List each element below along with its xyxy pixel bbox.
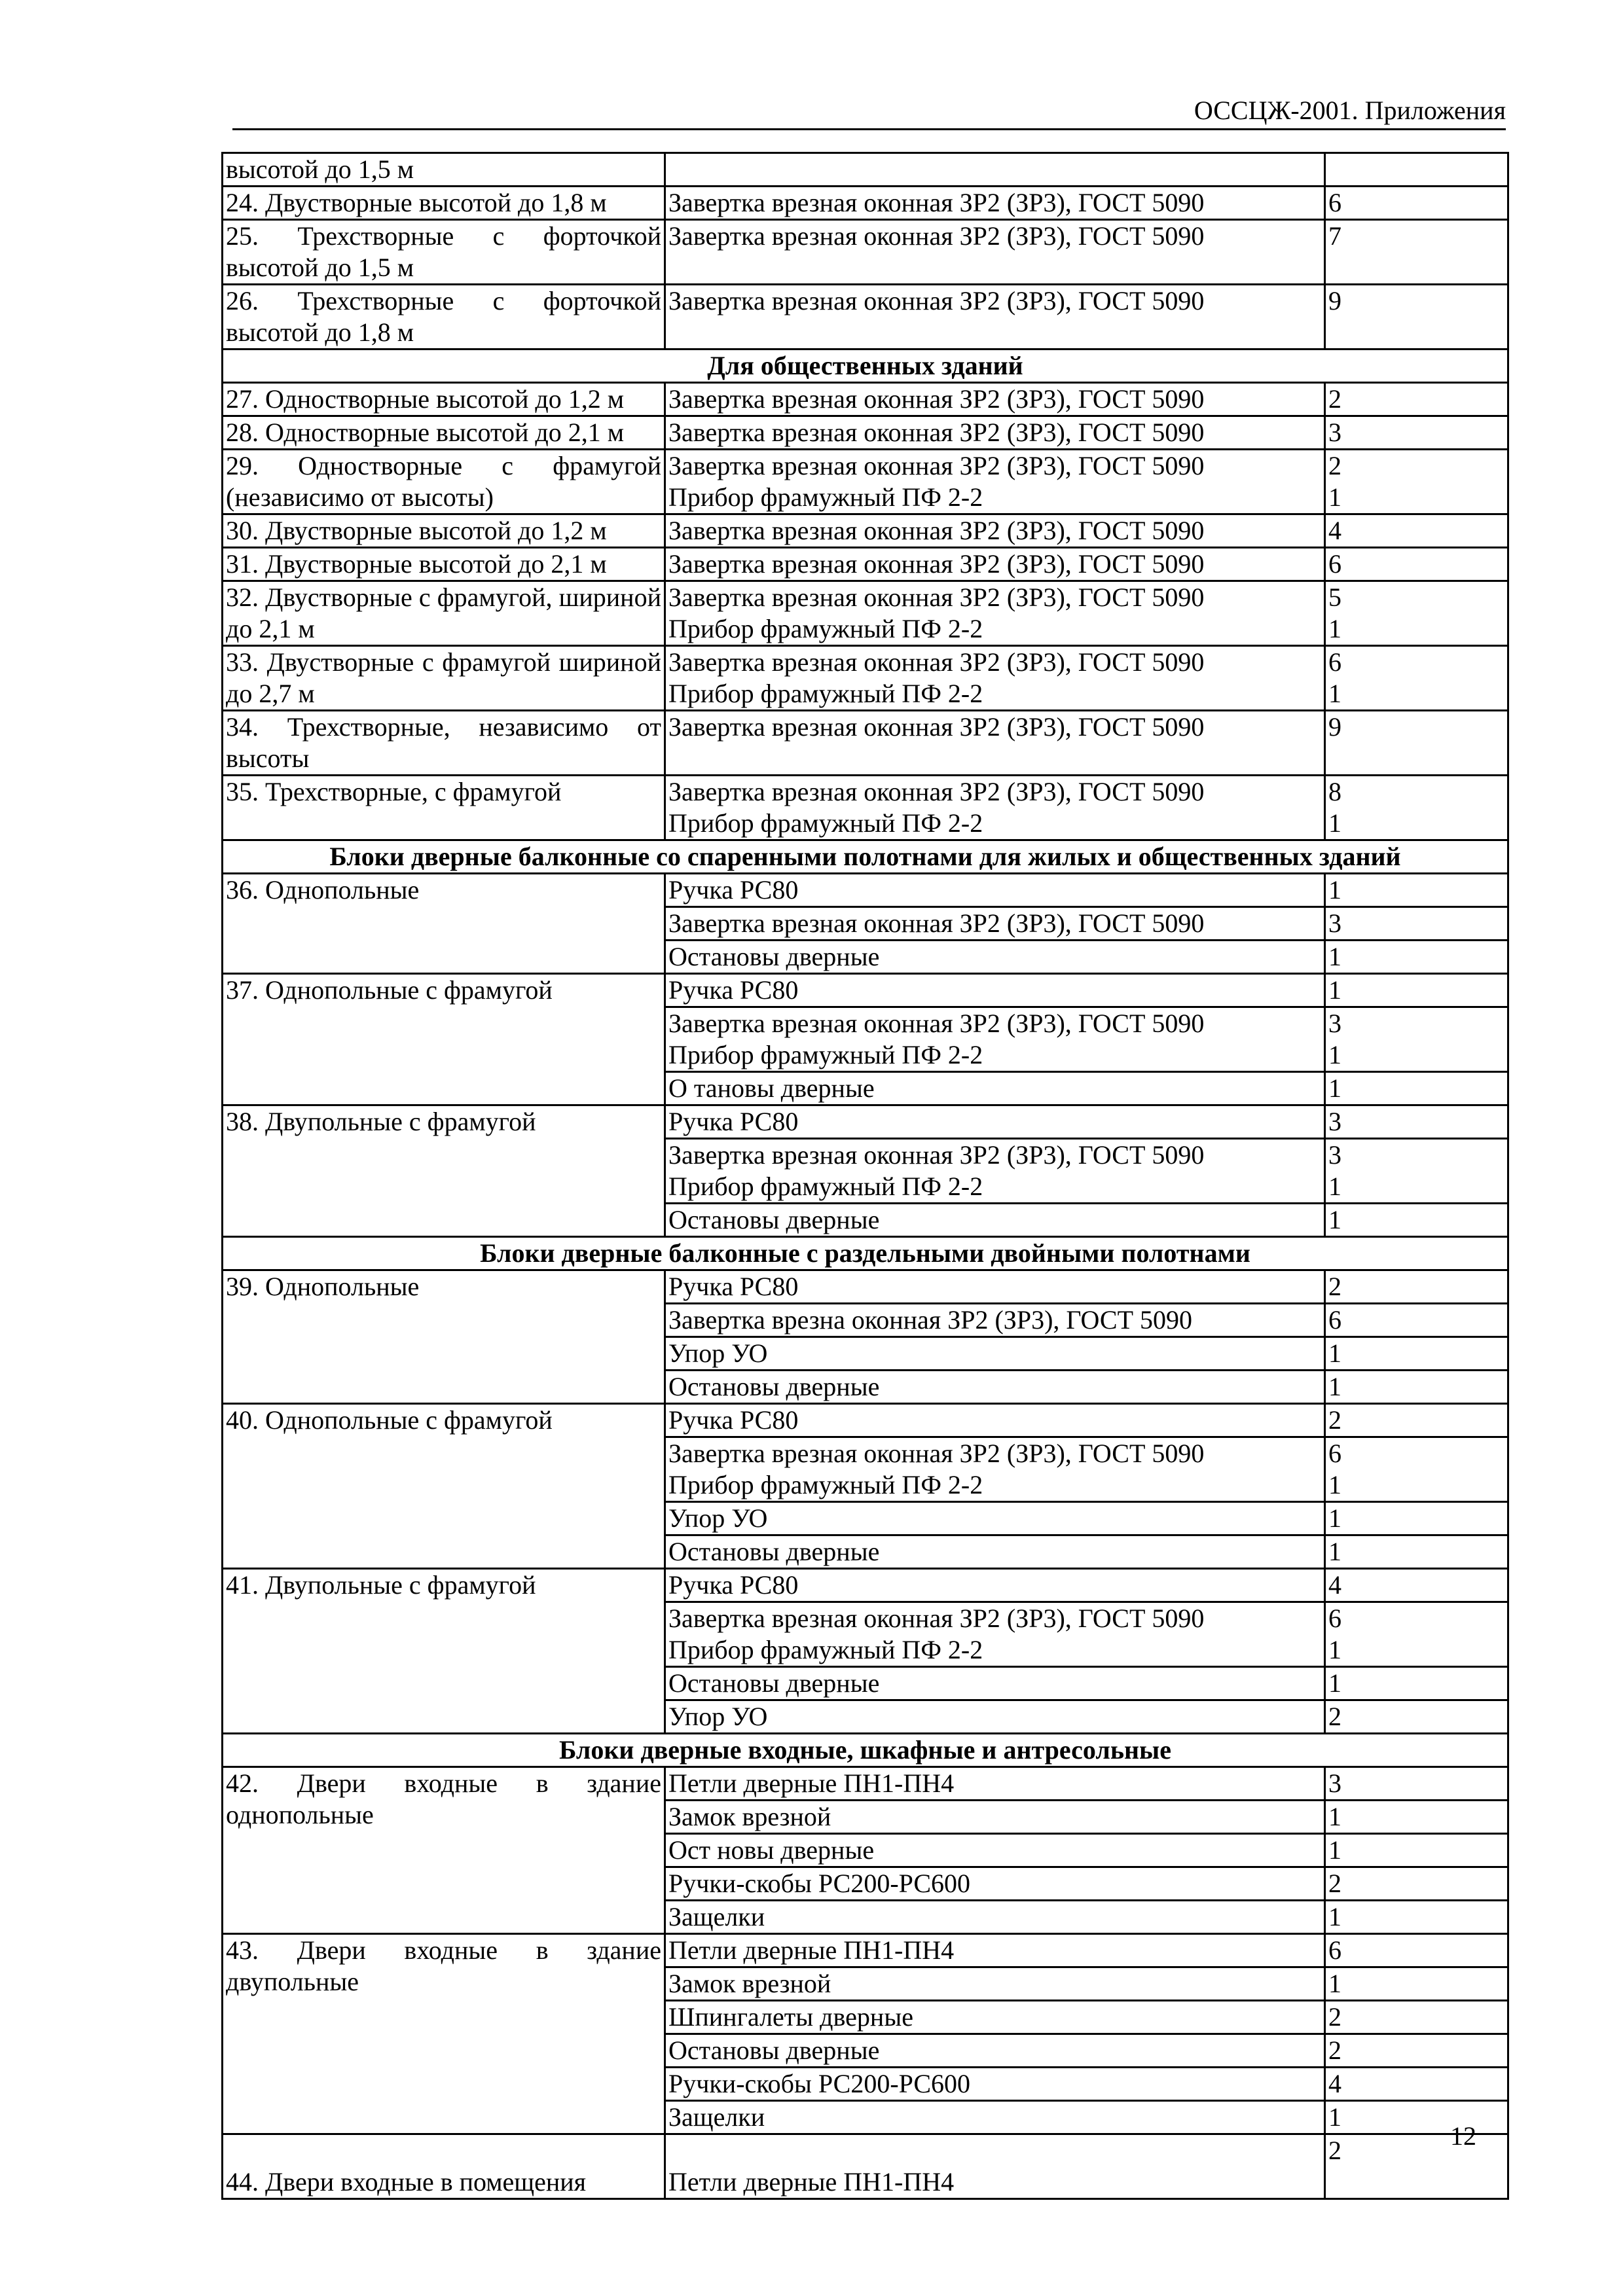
quantity-cell-line: 1 [1328,1372,1341,1401]
quantity-cell [1325,1139,1508,1204]
hardware-cell [665,383,1325,416]
hardware-cell [665,974,1325,1007]
hardware-cell [665,220,1325,285]
quantity-cell-line: 1 [1328,875,1341,905]
quantity-cell-line: 1 [1328,1802,1341,1831]
quantity-cell [1325,581,1508,646]
quantity-cell-line: 2 [1328,451,1341,480]
quantity-cell [1325,2068,1508,2101]
construction-name-cell: 27. Одностворные высотой до 1,2 м [223,383,665,416]
construction-name-cell: 30. Двустворные высотой до 1,2 м [223,514,665,548]
hardware-cell-line: Завертка врезная оконная ЗР2 (ЗР3), ГОСТ 5090 [668,384,1205,414]
quantity-cell [1325,1700,1508,1734]
section-row [223,1237,1508,1270]
hardware-cell-line: Завертка врезная оконная ЗР2 (ЗР3), ГОСТ 5090 [668,188,1205,217]
quantity-cell [1325,1072,1508,1105]
hardware-cell-line: Остановы дверные [668,1205,880,1234]
hardware-cell-line: Замок врезной [668,1969,831,1998]
hardware-cell-line: Завертка врезная оконная ЗР2 (ЗР3), ГОСТ 5090 [668,712,1205,742]
hardware-cell-line: Прибор фрамужный ПФ 2-2 [668,1172,983,1201]
hardware-cell [665,285,1325,350]
table-row [223,776,1508,840]
hardware-cell-line: Упор УО [668,1702,768,1731]
quantity-cell [1325,1767,1508,1801]
section-row [223,840,1508,874]
hardware-cell-line: Ручка РС80 [668,1272,799,1301]
hardware-cell-line: Завертка врезная оконная ЗР2 (ЗР3), ГОСТ 5090 [668,647,1205,677]
hardware-cell [665,1304,1325,1337]
hardware-cell-line: О тановы дверные [668,1073,875,1103]
quantity-cell [1325,285,1508,350]
quantity-cell [1325,153,1508,187]
hardware-cell-line: Завертка врезная оконная ЗР2 (ЗР3), ГОСТ 5090 [668,777,1205,806]
hardware-cell [665,153,1325,187]
hardware-cell [665,450,1325,514]
quantity-cell-line: 6 [1328,1439,1341,1468]
quantity-cell-line: 3 [1328,908,1341,938]
hardware-cell [665,1569,1325,1602]
quantity-cell [1325,416,1508,450]
hardware-cell [665,1834,1325,1867]
hardware-cell [665,1404,1325,1437]
quantity-cell-line: 4 [1328,516,1341,545]
quantity-cell-line: 6 [1328,647,1341,677]
construction-name-cell: 37. Однопольные с фрамугой [223,974,665,1105]
hardware-cell-line: Завертка врезная оконная ЗР2 (ЗР3), ГОСТ 5090 [668,1140,1205,1170]
hardware-cell-line: Завертка врезная оконная ЗР2 (ЗР3), ГОСТ 5090 [668,418,1205,447]
quantity-cell [1325,711,1508,776]
construction-name-cell: 34. Трехстворные, независимо от высоты [223,711,665,776]
quantity-cell-line: 6 [1328,1935,1341,1965]
hardware-cell-line: Завертка врезная оконная ЗР2 (ЗР3), ГОСТ 5090 [668,1439,1205,1468]
construction-name: 44. Двери входные в помещения [226,2167,587,2197]
quantity-cell-line: 1 [1328,1470,1341,1499]
quantity-cell [1325,1304,1508,1337]
quantity-cell-line: 1 [1328,482,1341,512]
table-row [223,974,1508,1007]
page-header-title: ОССЦЖ-2001. Приложения [1194,96,1506,125]
hardware-cell [665,1700,1325,1734]
hardware-cell [665,1867,1325,1901]
table-row [223,2134,1508,2199]
hardware-cell [665,941,1325,974]
construction-name-cell: 39. Однопольные [223,1270,665,1404]
quantity-cell-line: 1 [1328,1537,1341,1566]
hardware-cell [665,548,1325,581]
hardware-cell-line: Ручка РС80 [668,1107,799,1136]
page-number: 12 [1450,2121,1476,2151]
quantity-cell [1325,1337,1508,1371]
hardware-cell [665,2101,1325,2134]
hardware-cell [665,1270,1325,1304]
hardware-cell [665,1371,1325,1404]
quantity-cell [1325,776,1508,840]
hardware-cell [665,1535,1325,1569]
hardware-cell [665,874,1325,907]
hardware-cell [665,581,1325,646]
hardware-cell-line: Завертка врезная оконная ЗР2 (ЗР3), ГОСТ 5090 [668,1009,1205,1038]
hardware-cell-line: Прибор фрамужный ПФ 2-2 [668,679,983,708]
hardware-cell [665,2034,1325,2068]
quantity-cell-line: 3 [1328,1140,1341,1170]
quantity-cell-line: 5 [1328,583,1341,612]
hardware-spec-table [221,152,1509,2200]
quantity-cell-line: 2 [1328,384,1341,414]
quantity-cell [1325,1967,1508,2001]
construction-name-cell: 42. Двери входные в здание однопольные [223,1767,665,1934]
hardware-cell-line: Петли дверные ПН1-ПН4 [668,2167,955,2197]
quantity-cell [1325,1602,1508,1667]
quantity-cell-line: 2 [1328,2036,1341,2065]
construction-name-cell: 33. Двустворные с фрамугой шириной до 2,7 м [223,646,665,711]
quantity-cell [1325,941,1508,974]
quantity-cell-line: 1 [1328,1635,1341,1664]
hardware-cell [665,1204,1325,1237]
hardware-cell-line: Завертка врезная оконная ЗР2 (ЗР3), ГОСТ 5090 [668,221,1205,251]
hardware-cell-line: Ручки-скобы РС200-РС600 [668,2069,971,2098]
table-row [223,514,1508,548]
quantity-cell [1325,1934,1508,1967]
hardware-cell-line: Ручка РС80 [668,1405,799,1435]
quantity-cell [1325,514,1508,548]
quantity-cell-line: 2 [1328,2136,1341,2165]
hardware-cell [665,2001,1325,2034]
hardware-cell [665,1105,1325,1139]
quantity-cell [1325,2034,1508,2068]
table-row [223,285,1508,350]
quantity-cell [1325,974,1508,1007]
quantity-cell [1325,874,1508,907]
hardware-cell-line: Ручки-скобы РС200-РС600 [668,1869,971,1898]
quantity-cell [1325,548,1508,581]
hardware-cell [665,416,1325,450]
quantity-cell-line: 2 [1328,1702,1341,1731]
quantity-cell-line: 2 [1328,1405,1341,1435]
quantity-cell [1325,1105,1508,1139]
quantity-cell [1325,1535,1508,1569]
construction-name-cell [223,2134,665,2199]
quantity-cell [1325,1404,1508,1437]
table-row [223,383,1508,416]
quantity-cell-line: 8 [1328,777,1341,806]
quantity-cell [1325,646,1508,711]
quantity-cell [1325,1834,1508,1867]
hardware-cell [665,1667,1325,1700]
hardware-cell [665,1072,1325,1105]
quantity-cell [1325,1867,1508,1901]
hardware-cell-line: Прибор фрамужный ПФ 2-2 [668,614,983,643]
quantity-cell-line: 6 [1328,1305,1341,1335]
quantity-cell-line: 2 [1328,1869,1341,1898]
hardware-cell [665,1967,1325,2001]
table-row [223,416,1508,450]
quantity-cell [1325,1371,1508,1404]
construction-name-cell: 36. Однопольные [223,874,665,974]
table-row [223,1569,1508,1602]
quantity-cell [1325,1437,1508,1502]
table-row [223,874,1508,907]
hardware-cell [665,1007,1325,1072]
section-heading: Блоки дверные входные, шкафные и антресольные [223,1734,1508,1767]
hardware-cell [665,1901,1325,1934]
hardware-cell-line: Защелки [668,2102,765,2132]
hardware-cell-line: Завертка врезная оконная ЗР2 (ЗР3), ГОСТ 5090 [668,583,1205,612]
quantity-cell-line: 1 [1328,679,1341,708]
hardware-cell [665,2134,1325,2199]
page-header [232,97,1506,130]
quantity-cell-line: 3 [1328,1107,1341,1136]
quantity-cell [1325,1502,1508,1535]
hardware-cell [665,907,1325,941]
hardware-cell-line: Шпингалеты дверные [668,2002,913,2032]
quantity-cell [1325,383,1508,416]
hardware-cell [665,1437,1325,1502]
quantity-cell [1325,1204,1508,1237]
quantity-cell [1325,2134,1508,2199]
quantity-cell-line: 1 [1328,975,1341,1005]
quantity-cell-line: 9 [1328,712,1341,742]
quantity-cell-line: 4 [1328,2069,1341,2098]
quantity-cell-line: 1 [1328,1338,1341,1368]
hardware-cell-line: Ручка РС80 [668,975,799,1005]
hardware-cell-line: Завертка врезная оконная ЗР2 (ЗР3), ГОСТ 5090 [668,516,1205,545]
quantity-cell [1325,220,1508,285]
hardware-cell [665,514,1325,548]
table-row [223,1270,1508,1304]
quantity-cell-line: 1 [1328,614,1341,643]
hardware-cell-line: Остановы дверные [668,1372,880,1401]
quantity-cell-line: 2 [1328,1272,1341,1301]
hardware-cell-line: Петли дверные ПН1-ПН4 [668,1768,955,1798]
quantity-cell [1325,1901,1508,1934]
section-heading: Для общественных зданий [223,350,1508,383]
construction-name-cell: 32. Двустворные с фрамугой, шириной до 2,1 м [223,581,665,646]
section-heading: Блоки дверные балконные с раздельными двойными полотнами [223,1237,1508,1270]
construction-name-cell: 38. Двупольные с фрамугой [223,1105,665,1237]
table-row [223,1767,1508,1801]
table-row [223,187,1508,220]
quantity-cell [1325,187,1508,220]
construction-name-cell: 29. Одностворные с фрамугой (независимо от высоты) [223,450,665,514]
quantity-cell-line: 1 [1328,1969,1341,1998]
construction-name-cell: 43. Двери входные в здание двупольные [223,1934,665,2134]
quantity-cell [1325,907,1508,941]
hardware-cell-line: Остановы дверные [668,1537,880,1566]
hardware-cell [665,776,1325,840]
hardware-cell-line: Петли дверные ПН1-ПН4 [668,1935,955,1965]
construction-name-cell: 40. Однопольные с фрамугой [223,1404,665,1569]
hardware-cell-line: Замок врезной [668,1802,831,1831]
hardware-cell-line: Завертка врезная оконная ЗР2 (ЗР3), ГОСТ 5090 [668,1604,1205,1633]
section-row [223,350,1508,383]
table-row [223,153,1508,187]
hardware-cell [665,1767,1325,1801]
construction-name-cell: 28. Одностворные высотой до 2,1 м [223,416,665,450]
hardware-cell [665,1801,1325,1834]
hardware-cell-line: Ручка РС80 [668,1570,799,1600]
hardware-cell-line: Остановы дверные [668,2036,880,2065]
quantity-cell [1325,2001,1508,2034]
quantity-cell [1325,2101,1508,2134]
quantity-cell [1325,450,1508,514]
hardware-cell-line: Ручка РС80 [668,875,799,905]
hardware-cell [665,2068,1325,2101]
quantity-cell-line: 1 [1328,1205,1341,1234]
hardware-cell-line: Защелки [668,1902,765,1931]
hardware-cell-line: Остановы дверные [668,1668,880,1698]
hardware-cell [665,1337,1325,1371]
section-row [223,1734,1508,1767]
construction-name-cell: высотой до 1,5 м [223,153,665,187]
quantity-cell-line: 7 [1328,221,1341,251]
hardware-cell-line: Завертка врезная оконная ЗР2 (ЗР3), ГОСТ 5090 [668,549,1205,579]
hardware-cell-line: Ост новы дверные [668,1835,875,1865]
hardware-cell [665,1139,1325,1204]
hardware-cell-line: Прибор фрамужный ПФ 2-2 [668,1040,983,1069]
quantity-cell-line: 1 [1328,1835,1341,1865]
quantity-cell-line: 1 [1328,1073,1341,1103]
quantity-cell [1325,1667,1508,1700]
quantity-cell-line: 3 [1328,1768,1341,1798]
hardware-cell-line: Завертка врезная оконная ЗР2 (ЗР3), ГОСТ 5090 [668,286,1205,315]
table-row [223,581,1508,646]
quantity-cell-line: 3 [1328,1009,1341,1038]
quantity-cell [1325,1007,1508,1072]
hardware-cell [665,1502,1325,1535]
hardware-cell [665,187,1325,220]
hardware-cell-line: Упор УО [668,1503,768,1533]
table-row [223,711,1508,776]
hardware-cell-line: Завертка врезна оконная ЗР2 (ЗР3), ГОСТ 5090 [668,1305,1193,1335]
quantity-cell-line: 6 [1328,549,1341,579]
hardware-cell-line: Прибор фрамужный ПФ 2-2 [668,1470,983,1499]
quantity-cell-line: 2 [1328,2002,1341,2032]
quantity-cell-line: 1 [1328,2102,1341,2132]
quantity-cell-line: 3 [1328,418,1341,447]
table-row [223,220,1508,285]
spec-table-body [223,153,1508,2199]
hardware-cell-line: Остановы дверные [668,942,880,971]
table-row [223,1934,1508,1967]
quantity-cell [1325,1569,1508,1602]
hardware-cell-line: Прибор фрамужный ПФ 2-2 [668,1635,983,1664]
construction-name-cell: 24. Двустворные высотой до 1,8 м [223,187,665,220]
hardware-cell [665,1934,1325,1967]
hardware-cell [665,711,1325,776]
quantity-cell [1325,1270,1508,1304]
hardware-cell-line: Прибор фрамужный ПФ 2-2 [668,482,983,512]
construction-name-cell: 31. Двустворные высотой до 2,1 м [223,548,665,581]
section-heading: Блоки дверные балконные со спаренными полотнами для жилых и общественных зданий [223,840,1508,874]
hardware-cell-line: Завертка врезная оконная ЗР2 (ЗР3), ГОСТ 5090 [668,908,1205,938]
quantity-cell-line: 1 [1328,1902,1341,1931]
table-row [223,1404,1508,1437]
table-row [223,646,1508,711]
quantity-cell-line: 1 [1328,942,1341,971]
hardware-cell [665,1602,1325,1667]
quantity-cell-line: 4 [1328,1570,1341,1600]
quantity-cell-line: 1 [1328,1668,1341,1698]
table-row [223,450,1508,514]
quantity-cell-line: 6 [1328,1604,1341,1633]
hardware-cell [665,646,1325,711]
construction-name-cell: 25. Трехстворные с форточкой высотой до 1,5 м [223,220,665,285]
hardware-cell-line: Прибор фрамужный ПФ 2-2 [668,808,983,838]
construction-name-cell: 35. Трехстворные, с фрамугой [223,776,665,840]
construction-name-cell: 26. Трехстворные с форточкой высотой до 1,8 м [223,285,665,350]
quantity-cell-line: 1 [1328,1040,1341,1069]
quantity-cell-line: 1 [1328,808,1341,838]
quantity-cell-line: 9 [1328,286,1341,315]
quantity-cell [1325,1801,1508,1834]
table-row [223,1105,1508,1139]
hardware-cell-line: Завертка врезная оконная ЗР2 (ЗР3), ГОСТ 5090 [668,451,1205,480]
quantity-cell-line: 1 [1328,1172,1341,1201]
quantity-cell-line: 1 [1328,1503,1341,1533]
construction-name-cell: 41. Двупольные с фрамугой [223,1569,665,1734]
hardware-cell-line: Упор УО [668,1338,768,1368]
table-row [223,548,1508,581]
quantity-cell-line: 6 [1328,188,1341,217]
